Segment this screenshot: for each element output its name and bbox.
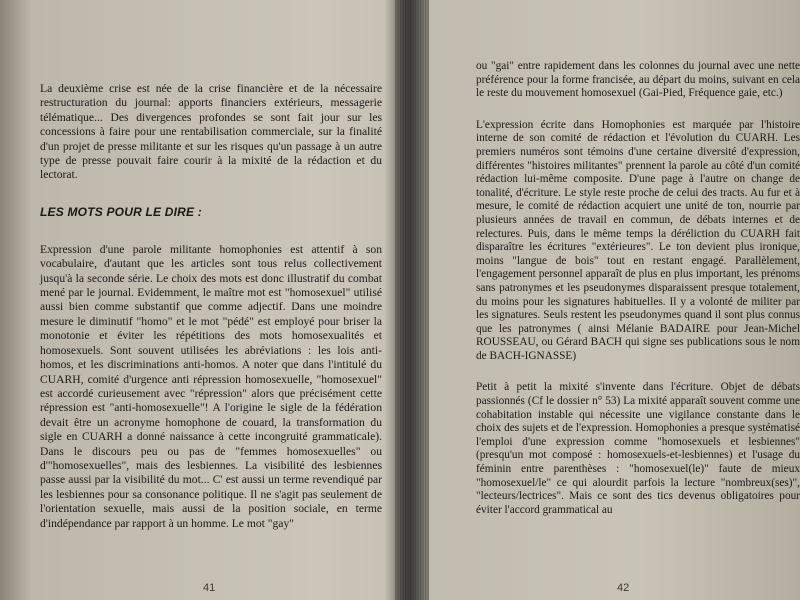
continuation-paragraph: ou "gai" entre rapidement dans les colonnes du journal avec une nette préférence pour la forme francisée, au départ du moins, suivant en cela le reste du mouvement homosexuel (Gai-Pied, Fréquence gaie, etc.) <box>476 60 800 100</box>
writing-paragraph: L'expression écrite dans Homophonies est marquée par l'histoire interne de son comité de rédaction et l'évolution du CUARH. Les premiers numéros sont témoins d'une certaine diversité d'expression, différentes "histoires militantes" prennent la parole au côté d'un comité rédaction lui-même composite. D'une page à l'autre on change de tonalité, d'écriture. Le style reste proche de celui des tracts. Au fur et à mesure, le comité de rédaction acquiert une unité de ton, nourrie par plusieurs années de travail en commun, de débats internes et de relectures. Puis, dans le même temps la déréliction du CUARH fait disparaître les écritures "extérieures". Le ton devient plus ironique, moins "langue de bois" tout en restant engagé. Parallèlement, l'engagement personnel apparaît de plus en plus important, les prénoms sans patronymes et les pseudonymes disparaissent presque totalement, du moins pour les signatures habituelles. Il y a volonté de militer par les signatures. Seuls restent les pseudonymes quand il sont plus connus que les patronymes ( ainsi Mélanie BADAIRE pour Jean-Michel ROUSSEAU, ou Gérard BACH qui signe ses publications sous le nom de BACH-IGNASSE) <box>476 118 800 362</box>
page-number-left: 41 <box>203 582 216 594</box>
mixity-paragraph: Petit à petit la mixité s'invente dans l'écriture. Objet de débats passionnés (Cf le dossier n° 53) La mixité apparaît souvent comme une cohabitation instable qui nécessite une vigilance constante dans le choix des sujets et de l'expression. Homophonies a presque systématisé l'emploi d'une expression comme "homosexuels et lesbiennes" (presqu'un mot composé : homosexuels-et-lesbiennes) et l'usage du féminin entre parenthèses : "homosexuel(le)" faute de mieux "homosexuel/le" ce qui alourdit parfois la lecture "nombreux(ses)", "lecteurs/lectrices". Mais ce sont des tics devenus obligatoires pour éviter l'accord grammatical au <box>476 381 800 516</box>
page-number-right: 42 <box>617 582 630 594</box>
intro-paragraph: La deuxième crise est née de la crise financière et de la nécessaire restructuration du journal: apports financiers extérieurs, messagerie télématique... Des divergences profondes se sont fait jour sur les concessions à faire pour une rentabilisation commerciale, sur la finalité d'un projet de presse militante et sur les risques qu'un passage à un autre type de presse pouvait faire courir à la mixité de la rédaction et du lectorat. <box>40 82 382 182</box>
left-page <box>18 0 400 600</box>
section-heading: LES MOTS POUR LE DIRE : <box>40 204 202 219</box>
body-paragraph: Expression d'une parole militante homophonies est attentif à son vocabulaire, d'autant que les articles sont tous relus collectivement jusqu'à la seconde série. Le choix des mots est donc illustratif du combat mené par le journal. Evidemment, le maître mot est "homosexuel" utilisé aussi bien comme substantif que comme adjectif. Dans une moindre mesure le diminutif "homo" et le mot "pédé" est employé pour briser la monotonie et éviter les répétitions des mots homosexualités et homosexuels. Sont souvent utilisées les abréviations : les lois anti-homos, et les discriminations anti-homos. A noter que dans l'intitulé du CUARH, comité d'urgence anti répression homosexuelle, "homosexuel" est accordé curieusement avec "répression" alors que précisément cette répression est "anti-homosexuelle"! A l'origine le sigle de la fédération devait être un acronyme homophone de couard, la transformation du sigle en CUARH a donné naissance à cette incongruité grammaticale). Dans le discours peu ou pas de "femmes homosexuelles" ou d'"homosexuelles", mais des lesbiennes. La visibilité des lesbiennes passe aussi par la visibilité du mot... C' est aussi un terme revendiqué par les lesbiennes pour sa consonance politique. Il ne s'agit pas seulement de l'orientation sexuelle, mais aussi de la position sociale, en terme d'indépendance par rapport à un homme. Le mot "gay" <box>40 242 382 530</box>
right-page <box>412 0 800 600</box>
